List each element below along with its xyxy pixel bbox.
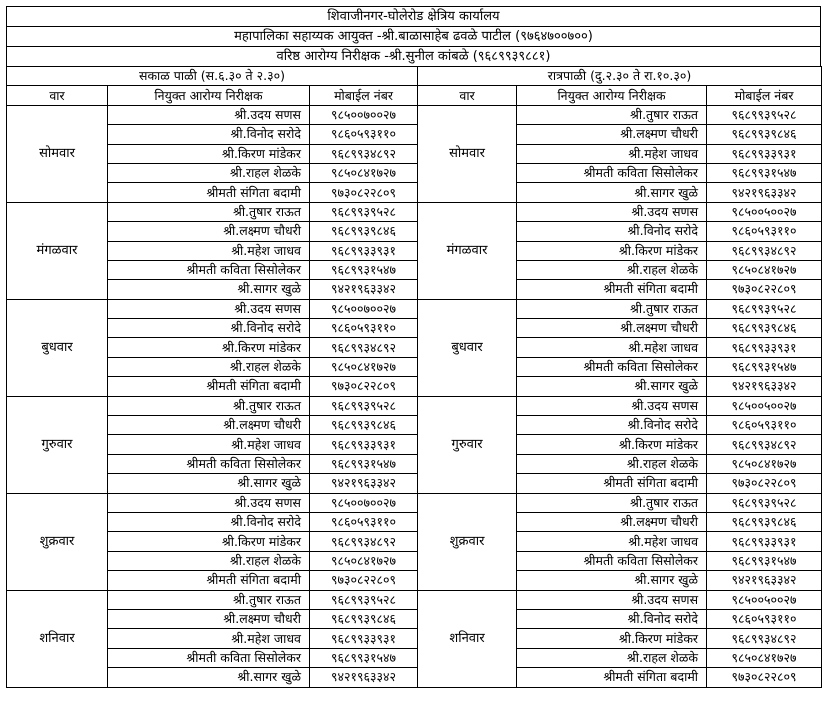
table-row — [7, 377, 822, 396]
day-cell-morning: गुरुवार — [7, 396, 108, 493]
night-mobile-number: ९८५०८४१७२७ — [707, 260, 822, 279]
morning-inspector-name: श्री.राहल शेळके — [108, 357, 310, 376]
morning-mobile-number: ९६८९९३३९३१ — [310, 435, 418, 454]
morning-mobile-number: ९६८९९३३९३१ — [310, 629, 418, 648]
table-row — [7, 319, 822, 338]
morning-inspector-name: श्री.सागर खुळे — [108, 474, 310, 493]
night-mobile-number: ९६८९९३९५२८ — [707, 299, 822, 318]
night-mobile-number: ९६८९९३४८९२ — [707, 629, 822, 648]
morning-inspector-name: श्री.लक्ष्मण चौधरी — [108, 609, 310, 628]
night-mobile-number: ९८५०८४१७२७ — [707, 454, 822, 473]
night-mobile-number: ९८५००५००२७ — [707, 590, 822, 609]
office-title: शिवाजीनगर-घोलेरोड क्षेत्रिय कार्यालय — [6, 6, 821, 26]
night-inspector-name: श्री.विनोद सरोदे — [517, 416, 707, 435]
morning-inspector-name: श्री.विनोद सरोदे — [108, 512, 310, 531]
morning-mobile-number: ९८५०८४१७२७ — [310, 551, 418, 570]
night-mobile-number: ९४२१९६३३४२ — [707, 377, 822, 396]
night-inspector-name: श्रीमती कविता सिसोलेकर — [517, 163, 707, 182]
table-row — [7, 590, 822, 609]
table-row — [7, 551, 822, 570]
column-header-row — [7, 86, 822, 105]
night-inspector-name: श्री.राहल शेळके — [517, 454, 707, 473]
col-inspector: नियुक्त आरोग्य निरीक्षक — [108, 86, 310, 105]
morning-inspector-name: श्रीमती कविता सिसोलेकर — [108, 648, 310, 667]
table-row — [7, 144, 822, 163]
night-mobile-number: ९६८९९३३९३१ — [707, 532, 822, 551]
schedule-sheet — [6, 6, 821, 688]
morning-mobile-number: ९६८९९३९५२८ — [310, 396, 418, 415]
morning-mobile-number: ९६८९९३९५२८ — [310, 202, 418, 221]
assistant-commissioner: महापालिका सहाय्यक आयुक्त -श्री.बाळासाहेब ढवळे पाटील (९७६४७००७००) — [6, 26, 821, 46]
morning-mobile-number: ९६८९९३९५२८ — [310, 590, 418, 609]
table-row — [7, 571, 822, 590]
night-mobile-number: ९६८९९३९८४६ — [707, 512, 822, 531]
morning-inspector-name: श्री.उदय सणस — [108, 105, 310, 124]
morning-mobile-number: ९८६०५९३११० — [310, 512, 418, 531]
morning-mobile-number: ९७३०८२२८०९ — [310, 183, 418, 202]
table-row — [7, 125, 822, 144]
night-mobile-number: ९८५०८४१७२७ — [707, 648, 822, 667]
night-mobile-number: ९६८९९३३९३१ — [707, 338, 822, 357]
morning-mobile-number: ९४२१९६३३४२ — [310, 280, 418, 299]
night-mobile-number: ९६८९९३९८४६ — [707, 319, 822, 338]
morning-mobile-number: ९८५००७००२७ — [310, 493, 418, 512]
morning-inspector-name: श्रीमती संगिता बदामी — [108, 183, 310, 202]
night-mobile-number: ९६८९९३१५४७ — [707, 163, 822, 182]
morning-mobile-number: ९७३०८२२८०९ — [310, 571, 418, 590]
morning-inspector-name: श्री.राहल शेळके — [108, 163, 310, 182]
morning-mobile-number: ९६८९९३९८४६ — [310, 416, 418, 435]
night-inspector-name: श्री.किरण मांडेकर — [517, 435, 707, 454]
morning-inspector-name: श्री.तुषार राऊत — [108, 590, 310, 609]
night-mobile-number: ९८६०५९३११० — [707, 416, 822, 435]
table-row — [7, 183, 822, 202]
night-inspector-name: श्रीमती कविता सिसोलेकर — [517, 551, 707, 570]
night-mobile-number: ९६८९९३९५२८ — [707, 493, 822, 512]
night-inspector-name: श्री.उदय सणस — [517, 590, 707, 609]
night-mobile-number: ९६८९९३१५४७ — [707, 551, 822, 570]
night-inspector-name: श्री.किरण मांडेकर — [517, 241, 707, 260]
morning-inspector-name: श्री.सागर खुळे — [108, 668, 310, 687]
morning-inspector-name: श्री.किरण मांडेकर — [108, 338, 310, 357]
morning-mobile-number: ९८६०५९३११० — [310, 125, 418, 144]
table-row — [7, 222, 822, 241]
night-inspector-name: श्री.उदय सणस — [517, 396, 707, 415]
table-row — [7, 416, 822, 435]
night-inspector-name: श्री.लक्ष्मण चौधरी — [517, 125, 707, 144]
night-inspector-name: श्री.राहल शेळके — [517, 648, 707, 667]
night-inspector-name: श्री.सागर खुळे — [517, 571, 707, 590]
night-inspector-name: श्री.उदय सणस — [517, 202, 707, 221]
table-row — [7, 648, 822, 667]
table-row — [7, 493, 822, 512]
col-mobile: मोबाईल नंबर — [707, 86, 822, 105]
morning-inspector-name: श्री.राहल शेळके — [108, 551, 310, 570]
shift-header-row — [7, 67, 822, 86]
morning-mobile-number: ९४२१९६३३४२ — [310, 474, 418, 493]
table-row — [7, 202, 822, 221]
morning-inspector-name: श्री.उदय सणस — [108, 299, 310, 318]
morning-shift-label: सकाळ पाळी (स.६.३० ते २.३०) — [7, 67, 418, 86]
morning-mobile-number: ९६८९९३४८९२ — [310, 532, 418, 551]
morning-inspector-name: श्री.किरण मांडेकर — [108, 532, 310, 551]
day-cell-morning: शुक्रवार — [7, 493, 108, 590]
day-cell-morning: शनिवार — [7, 590, 108, 687]
morning-mobile-number: ९८५०८४१७२७ — [310, 163, 418, 182]
table-row — [7, 163, 822, 182]
night-inspector-name: श्रीमती संगिता बदामी — [517, 280, 707, 299]
morning-mobile-number: ९६८९९३९८४६ — [310, 222, 418, 241]
day-cell-morning: बुधवार — [7, 299, 108, 396]
night-mobile-number: ९७३०८२२८०९ — [707, 474, 822, 493]
morning-inspector-name: श्रीमती कविता सिसोलेकर — [108, 260, 310, 279]
night-mobile-number: ९६८९९३३९३१ — [707, 144, 822, 163]
morning-inspector-name: श्री.महेश जाधव — [108, 629, 310, 648]
morning-mobile-number: ९७३०८२२८०९ — [310, 377, 418, 396]
night-mobile-number: ९७३०८२२८०९ — [707, 280, 822, 299]
morning-mobile-number: ९८५००७००२७ — [310, 299, 418, 318]
col-day: वार — [418, 86, 517, 105]
morning-inspector-name: श्रीमती संगिता बदामी — [108, 377, 310, 396]
night-inspector-name: श्री.विनोद सरोदे — [517, 609, 707, 628]
morning-mobile-number: ९४२१९६३३४२ — [310, 668, 418, 687]
table-row — [7, 454, 822, 473]
morning-mobile-number: ९६८९९३४८९२ — [310, 144, 418, 163]
morning-inspector-name: श्रीमती संगिता बदामी — [108, 571, 310, 590]
day-cell-morning: सोमवार — [7, 105, 108, 202]
night-inspector-name: श्री.सागर खुळे — [517, 377, 707, 396]
col-day: वार — [7, 86, 108, 105]
night-inspector-name: श्रीमती कविता सिसोलेकर — [517, 357, 707, 376]
table-row — [7, 105, 822, 124]
morning-inspector-name: श्री.महेश जाधव — [108, 241, 310, 260]
morning-mobile-number: ९६८९९३१५४७ — [310, 260, 418, 279]
night-inspector-name: श्री.लक्ष्मण चौधरी — [517, 319, 707, 338]
night-inspector-name: श्री.महेश जाधव — [517, 144, 707, 163]
table-row — [7, 280, 822, 299]
table-row — [7, 396, 822, 415]
night-inspector-name: श्री.राहल शेळके — [517, 260, 707, 279]
night-mobile-number: ९६८९९३९८४६ — [707, 125, 822, 144]
morning-inspector-name: श्री.महेश जाधव — [108, 435, 310, 454]
day-cell-night: गुरुवार — [418, 396, 517, 493]
morning-mobile-number: ९८५००७००२७ — [310, 105, 418, 124]
morning-inspector-name: श्री.विनोद सरोदे — [108, 319, 310, 338]
morning-inspector-name: श्रीमती कविता सिसोलेकर — [108, 454, 310, 473]
morning-inspector-name: श्री.उदय सणस — [108, 493, 310, 512]
night-inspector-name: श्री.सागर खुळे — [517, 183, 707, 202]
table-row — [7, 629, 822, 648]
morning-mobile-number: ९६८९९३१५४७ — [310, 454, 418, 473]
table-row — [7, 260, 822, 279]
table-row — [7, 241, 822, 260]
morning-mobile-number: ९६८९९३४८९२ — [310, 338, 418, 357]
night-mobile-number: ९६८९९३१५४७ — [707, 357, 822, 376]
senior-health-inspector: वरिष्ठ आरोग्य निरीक्षक -श्री.सुनील कांबळे (९६८९९३९८८१) — [6, 46, 821, 66]
day-cell-night: मंगळवार — [418, 202, 517, 299]
night-mobile-number: ९८६०५९३११० — [707, 609, 822, 628]
col-inspector: नियुक्त आरोग्य निरीक्षक — [517, 86, 707, 105]
day-cell-night: बुधवार — [418, 299, 517, 396]
night-inspector-name: श्री.तुषार राऊत — [517, 493, 707, 512]
table-row — [7, 609, 822, 628]
night-inspector-name: श्री.महेश जाधव — [517, 338, 707, 357]
night-inspector-name: श्री.विनोद सरोदे — [517, 222, 707, 241]
table-row — [7, 512, 822, 531]
day-cell-morning: मंगळवार — [7, 202, 108, 299]
night-shift-label: रात्रपाळी (दु.२.३० ते रा.१०.३०) — [418, 67, 822, 86]
night-mobile-number: ९८६०५९३११० — [707, 222, 822, 241]
night-inspector-name: श्री.लक्ष्मण चौधरी — [517, 512, 707, 531]
morning-inspector-name: श्री.तुषार राऊत — [108, 396, 310, 415]
table-row — [7, 435, 822, 454]
table-row — [7, 299, 822, 318]
night-mobile-number: ९७३०८२२८०९ — [707, 668, 822, 687]
night-mobile-number: ९८५००५००२७ — [707, 396, 822, 415]
duty-roster-table — [6, 66, 822, 688]
night-inspector-name: श्री.तुषार राऊत — [517, 105, 707, 124]
night-inspector-name: श्री.तुषार राऊत — [517, 299, 707, 318]
morning-inspector-name: श्री.सागर खुळे — [108, 280, 310, 299]
table-row — [7, 474, 822, 493]
day-cell-night: शनिवार — [418, 590, 517, 687]
night-mobile-number: ९६८९९३४८९२ — [707, 435, 822, 454]
night-inspector-name: श्रीमती संगिता बदामी — [517, 668, 707, 687]
morning-inspector-name: श्री.किरण मांडेकर — [108, 144, 310, 163]
day-cell-night: शुक्रवार — [418, 493, 517, 590]
night-inspector-name: श्री.महेश जाधव — [517, 532, 707, 551]
morning-mobile-number: ९६८९९३९८४६ — [310, 609, 418, 628]
col-mobile: मोबाईल नंबर — [310, 86, 418, 105]
night-inspector-name: श्री.किरण मांडेकर — [517, 629, 707, 648]
night-mobile-number: ९८५००५००२७ — [707, 202, 822, 221]
morning-mobile-number: ९८५०८४१७२७ — [310, 357, 418, 376]
table-row — [7, 338, 822, 357]
morning-inspector-name: श्री.विनोद सरोदे — [108, 125, 310, 144]
morning-inspector-name: श्री.लक्ष्मण चौधरी — [108, 222, 310, 241]
night-mobile-number: ९६८९९३९५२८ — [707, 105, 822, 124]
day-cell-night: सोमवार — [418, 105, 517, 202]
table-row — [7, 668, 822, 687]
night-mobile-number: ९४२१९६३३४२ — [707, 183, 822, 202]
morning-inspector-name: श्री.तुषार राऊत — [108, 202, 310, 221]
night-inspector-name: श्रीमती संगिता बदामी — [517, 474, 707, 493]
night-mobile-number: ९६८९९३४८९२ — [707, 241, 822, 260]
night-mobile-number: ९४२१९६३३४२ — [707, 571, 822, 590]
morning-inspector-name: श्री.लक्ष्मण चौधरी — [108, 416, 310, 435]
morning-mobile-number: ९६८९९३३९३१ — [310, 241, 418, 260]
morning-mobile-number: ९८६०५९३११० — [310, 319, 418, 338]
table-row — [7, 532, 822, 551]
morning-mobile-number: ९६८९९३१५४७ — [310, 648, 418, 667]
table-row — [7, 357, 822, 376]
